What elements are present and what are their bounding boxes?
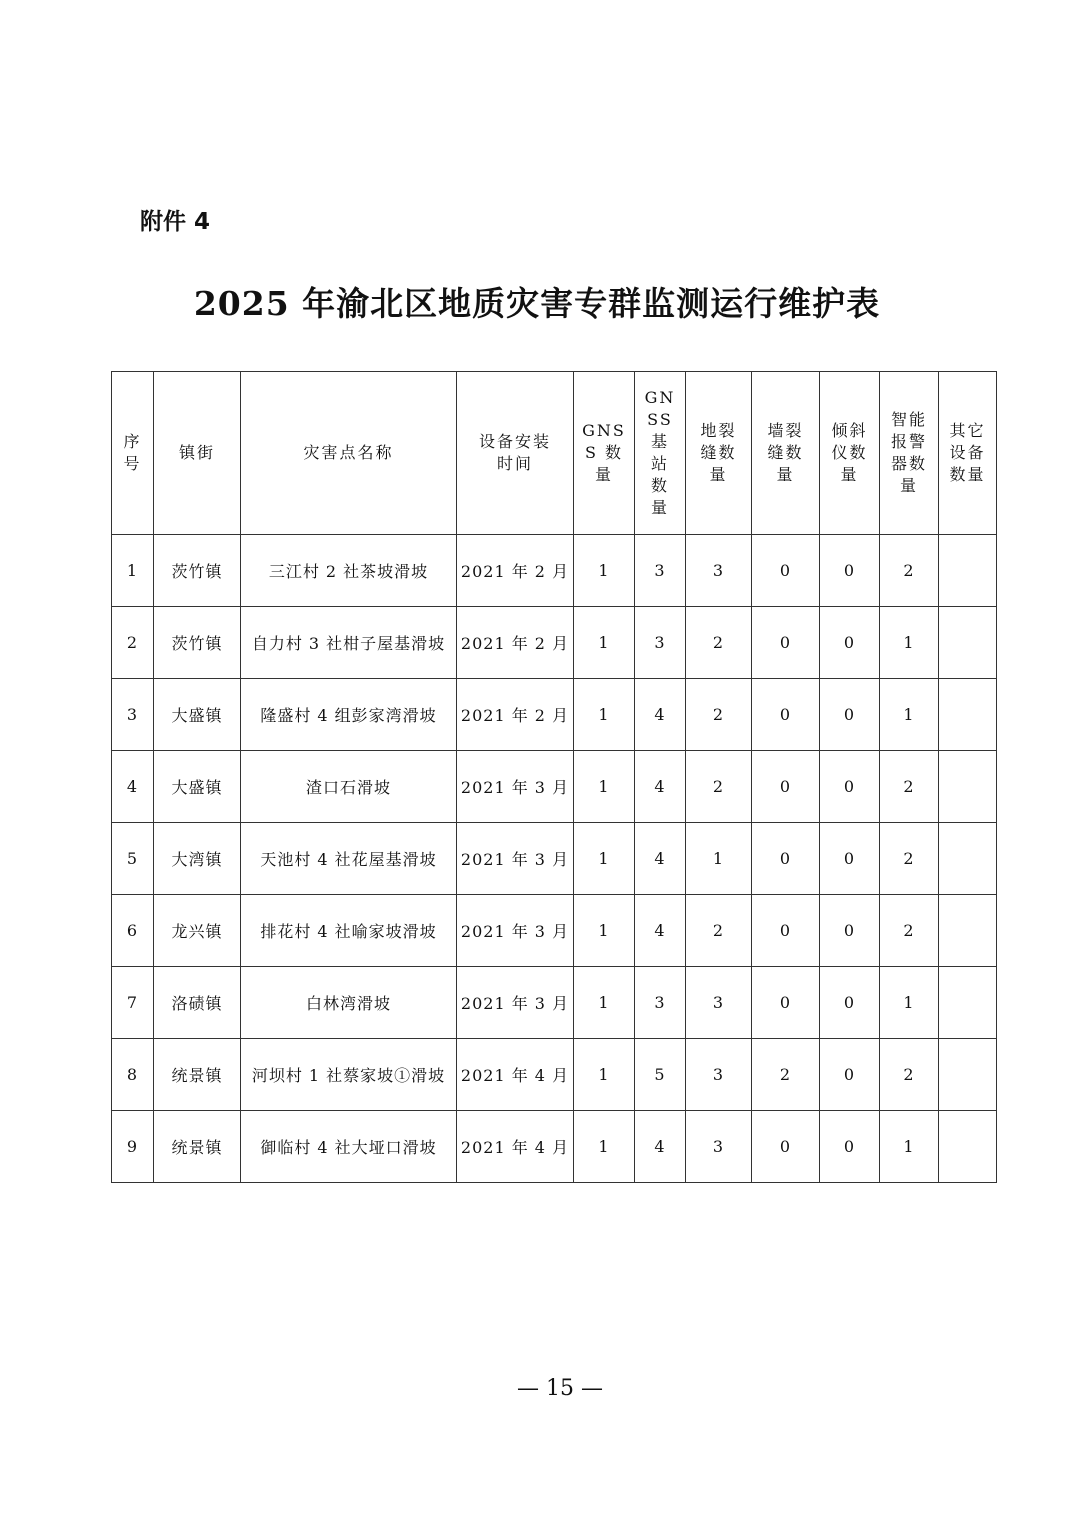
cell-ground-crack-count: 3 xyxy=(686,967,752,1039)
cell-index: 3 xyxy=(112,679,154,751)
cell-install-time: 2021 年 3 月 xyxy=(457,751,574,823)
cell-gnss-count: 1 xyxy=(574,1039,635,1111)
cell-wall-crack-count: 0 xyxy=(752,607,820,679)
header-alarm-count: 智能 报警 器数 量 xyxy=(880,372,939,535)
table-row xyxy=(112,607,997,679)
cell-site-name: 白林湾滑坡 xyxy=(241,967,457,1039)
header-site-name: 灾害点名称 xyxy=(241,372,457,535)
cell-site-name: 三江村 2 社茶坡滑坡 xyxy=(241,535,457,607)
cell-gnss-base-count: 4 xyxy=(635,751,686,823)
cell-inclinometer-count: 0 xyxy=(820,895,880,967)
cell-ground-crack-count: 3 xyxy=(686,535,752,607)
cell-gnss-base-count: 4 xyxy=(635,679,686,751)
cell-gnss-base-count: 3 xyxy=(635,967,686,1039)
table-row xyxy=(112,1111,997,1183)
page-title: 2025 年渝北区地质灾害专群监测运行维护表 xyxy=(193,284,881,323)
cell-alarm-count: 2 xyxy=(880,1039,939,1111)
cell-gnss-base-count: 4 xyxy=(635,895,686,967)
cell-install-time: 2021 年 2 月 xyxy=(457,679,574,751)
cell-gnss-base-count: 3 xyxy=(635,607,686,679)
cell-other-count xyxy=(939,607,997,679)
header-inclinometer-count: 倾斜 仪数 量 xyxy=(820,372,880,535)
cell-alarm-count: 1 xyxy=(880,679,939,751)
cell-other-count xyxy=(939,751,997,823)
table-row xyxy=(112,1039,997,1111)
cell-site-name: 自力村 3 社柑子屋基滑坡 xyxy=(241,607,457,679)
cell-wall-crack-count: 0 xyxy=(752,823,820,895)
cell-install-time: 2021 年 3 月 xyxy=(457,895,574,967)
cell-site-name: 河坝村 1 社蔡家坡①滑坡 xyxy=(241,1039,457,1111)
cell-inclinometer-count: 0 xyxy=(820,751,880,823)
cell-town: 大盛镇 xyxy=(154,751,241,823)
table-row xyxy=(112,751,997,823)
cell-install-time: 2021 年 4 月 xyxy=(457,1111,574,1183)
cell-other-count xyxy=(939,1111,997,1183)
table-body xyxy=(112,535,997,1183)
cell-index: 7 xyxy=(112,967,154,1039)
attachment-label: 附件 4 xyxy=(140,209,211,235)
cell-index: 1 xyxy=(112,535,154,607)
cell-inclinometer-count: 0 xyxy=(820,607,880,679)
cell-ground-crack-count: 3 xyxy=(686,1111,752,1183)
cell-town: 大盛镇 xyxy=(154,679,241,751)
cell-town: 龙兴镇 xyxy=(154,895,241,967)
cell-ground-crack-count: 2 xyxy=(686,751,752,823)
cell-index: 9 xyxy=(112,1111,154,1183)
cell-other-count xyxy=(939,679,997,751)
cell-ground-crack-count: 2 xyxy=(686,895,752,967)
cell-install-time: 2021 年 3 月 xyxy=(457,967,574,1039)
header-index: 序 号 xyxy=(112,372,154,535)
table-header-row xyxy=(112,372,997,535)
header-town: 镇街 xyxy=(154,372,241,535)
cell-index: 8 xyxy=(112,1039,154,1111)
cell-town: 统景镇 xyxy=(154,1111,241,1183)
cell-other-count xyxy=(939,967,997,1039)
cell-gnss-count: 1 xyxy=(574,679,635,751)
cell-ground-crack-count: 2 xyxy=(686,607,752,679)
cell-other-count xyxy=(939,823,997,895)
cell-gnss-base-count: 3 xyxy=(635,535,686,607)
cell-gnss-base-count: 4 xyxy=(635,1111,686,1183)
cell-site-name: 御临村 4 社大垭口滑坡 xyxy=(241,1111,457,1183)
cell-town: 大湾镇 xyxy=(154,823,241,895)
cell-alarm-count: 2 xyxy=(880,895,939,967)
cell-wall-crack-count: 0 xyxy=(752,535,820,607)
cell-alarm-count: 2 xyxy=(880,823,939,895)
cell-index: 6 xyxy=(112,895,154,967)
table-row xyxy=(112,895,997,967)
cell-alarm-count: 2 xyxy=(880,535,939,607)
table-row xyxy=(112,967,997,1039)
header-install-time: 设备安装 时间 xyxy=(457,372,574,535)
cell-town: 茨竹镇 xyxy=(154,535,241,607)
cell-inclinometer-count: 0 xyxy=(820,1111,880,1183)
cell-ground-crack-count: 2 xyxy=(686,679,752,751)
cell-wall-crack-count: 0 xyxy=(752,751,820,823)
cell-alarm-count: 1 xyxy=(880,1111,939,1183)
header-wall-crack-count: 墙裂 缝数 量 xyxy=(752,372,820,535)
cell-inclinometer-count: 0 xyxy=(820,535,880,607)
cell-alarm-count: 1 xyxy=(880,607,939,679)
cell-wall-crack-count: 0 xyxy=(752,1111,820,1183)
cell-other-count xyxy=(939,1039,997,1111)
cell-ground-crack-count: 3 xyxy=(686,1039,752,1111)
cell-gnss-base-count: 4 xyxy=(635,823,686,895)
cell-install-time: 2021 年 2 月 xyxy=(457,535,574,607)
cell-gnss-count: 1 xyxy=(574,823,635,895)
cell-wall-crack-count: 0 xyxy=(752,679,820,751)
cell-index: 4 xyxy=(112,751,154,823)
cell-gnss-count: 1 xyxy=(574,535,635,607)
cell-town: 茨竹镇 xyxy=(154,607,241,679)
cell-gnss-count: 1 xyxy=(574,895,635,967)
header-gnss-base-count: GN SS 基 站 数 量 xyxy=(635,372,686,535)
cell-inclinometer-count: 0 xyxy=(820,823,880,895)
cell-index: 5 xyxy=(112,823,154,895)
cell-inclinometer-count: 0 xyxy=(820,1039,880,1111)
cell-install-time: 2021 年 3 月 xyxy=(457,823,574,895)
header-gnss-count: GNS S 数 量 xyxy=(574,372,635,535)
page-number: — 15 — xyxy=(517,1376,603,1401)
cell-index: 2 xyxy=(112,607,154,679)
cell-other-count xyxy=(939,895,997,967)
cell-gnss-base-count: 5 xyxy=(635,1039,686,1111)
cell-alarm-count: 2 xyxy=(880,751,939,823)
cell-site-name: 渣口石滑坡 xyxy=(241,751,457,823)
cell-install-time: 2021 年 2 月 xyxy=(457,607,574,679)
cell-inclinometer-count: 0 xyxy=(820,679,880,751)
cell-site-name: 天池村 4 社花屋基滑坡 xyxy=(241,823,457,895)
header-ground-crack-count: 地裂 缝数 量 xyxy=(686,372,752,535)
cell-site-name: 排花村 4 社喻家坡滑坡 xyxy=(241,895,457,967)
cell-town: 统景镇 xyxy=(154,1039,241,1111)
cell-inclinometer-count: 0 xyxy=(820,967,880,1039)
cell-ground-crack-count: 1 xyxy=(686,823,752,895)
cell-gnss-count: 1 xyxy=(574,967,635,1039)
cell-site-name: 隆盛村 4 组彭家湾滑坡 xyxy=(241,679,457,751)
maintenance-table xyxy=(111,371,997,1183)
table-row xyxy=(112,535,997,607)
cell-gnss-count: 1 xyxy=(574,607,635,679)
table-row xyxy=(112,823,997,895)
cell-wall-crack-count: 2 xyxy=(752,1039,820,1111)
cell-gnss-count: 1 xyxy=(574,751,635,823)
header-other-count: 其它 设备 数量 xyxy=(939,372,997,535)
cell-install-time: 2021 年 4 月 xyxy=(457,1039,574,1111)
cell-gnss-count: 1 xyxy=(574,1111,635,1183)
table-row xyxy=(112,679,997,751)
cell-other-count xyxy=(939,535,997,607)
cell-wall-crack-count: 0 xyxy=(752,895,820,967)
cell-town: 洛碛镇 xyxy=(154,967,241,1039)
cell-wall-crack-count: 0 xyxy=(752,967,820,1039)
cell-alarm-count: 1 xyxy=(880,967,939,1039)
